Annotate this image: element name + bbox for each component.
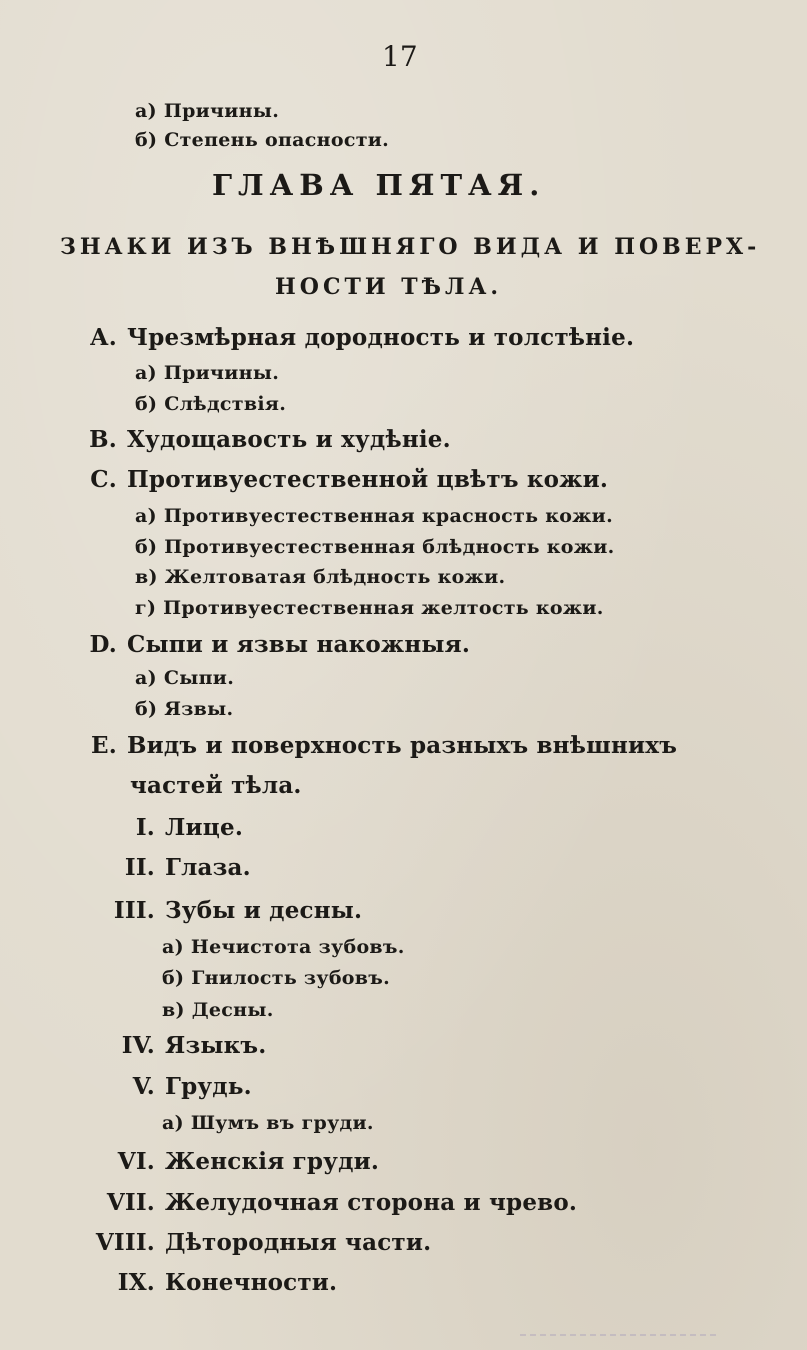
item-label: а)	[135, 100, 157, 122]
item-label: а)	[135, 667, 157, 689]
item-label: в)	[162, 999, 185, 1021]
section-label: С.	[90, 466, 117, 493]
part-text: Конечности.	[165, 1269, 338, 1296]
part-item	[95, 1073, 252, 1100]
list-item	[162, 1112, 374, 1134]
section-a	[85, 324, 634, 351]
section-text: Чрезмѣрная дородность и толстѣніе.	[127, 324, 635, 351]
item-text: Сыпи.	[163, 667, 235, 689]
part-text: Глаза.	[165, 854, 251, 881]
section-b	[85, 426, 451, 453]
list-item	[162, 999, 274, 1021]
item-text: Язвы.	[164, 698, 234, 720]
part-item	[95, 897, 362, 924]
item-text: Причины.	[163, 100, 280, 122]
section-label: А.	[89, 324, 117, 351]
item-label: в)	[135, 566, 158, 588]
item-label: а)	[135, 505, 157, 527]
part-text: Языкъ.	[165, 1032, 267, 1059]
list-item	[135, 597, 604, 619]
section-label: Е.	[91, 732, 117, 759]
list-item	[135, 667, 234, 689]
part-text: Желудочная сторона и чрево.	[165, 1189, 578, 1216]
item-text: Желтоватая блѣдность кожи.	[164, 566, 506, 588]
section-label: D.	[89, 631, 117, 658]
page-edge-mark	[520, 1334, 720, 1336]
part-item	[95, 854, 251, 881]
page-number: 17	[382, 40, 418, 73]
item-label: б)	[162, 967, 185, 989]
section-heading-line-1: ЗНАКИ ИЗЪ ВНѢШНЯГО ВИДА И ПОВЕРХ-	[60, 234, 761, 260]
part-label: V.	[132, 1073, 155, 1100]
item-text: Нечистота зубовъ.	[190, 936, 405, 958]
section-text: Видъ и поверхность разныхъ внѣшнихъ	[127, 732, 678, 759]
part-item	[95, 1229, 431, 1256]
part-label: VIII.	[95, 1229, 155, 1256]
part-item	[95, 814, 243, 841]
item-text: Гнилость зубовъ.	[191, 967, 391, 989]
section-d	[85, 631, 470, 658]
item-label: а)	[135, 362, 157, 384]
list-item	[135, 393, 286, 415]
part-item	[95, 1032, 266, 1059]
item-text: Противуестественная блѣдность кожи.	[164, 536, 615, 558]
item-label: б)	[135, 536, 158, 558]
item-text: Шумъ въ груди.	[190, 1112, 374, 1134]
section-e	[85, 732, 677, 759]
part-label: III.	[113, 897, 155, 924]
part-label: II.	[124, 854, 155, 881]
section-text: Худощавость и худѣніе.	[127, 426, 451, 453]
item-label: а)	[162, 936, 184, 958]
list-item	[135, 100, 279, 122]
item-text: Слѣдствія.	[164, 393, 287, 415]
part-item	[95, 1269, 337, 1296]
list-item	[162, 967, 390, 989]
list-item	[135, 129, 389, 151]
section-heading-line-2: НОСТИ ТѢЛА.	[275, 274, 503, 300]
section-c	[85, 466, 608, 493]
item-text: Степень опасности.	[164, 129, 390, 151]
part-text: Дѣтородныя части.	[165, 1229, 432, 1256]
item-text: Противуестественная красность кожи.	[163, 505, 613, 527]
part-text: Женскія груди.	[165, 1148, 380, 1175]
item-text: Причины.	[163, 362, 280, 384]
chapter-title: ГЛАВА ПЯТАЯ.	[212, 168, 546, 202]
list-item	[135, 566, 505, 588]
list-item	[135, 362, 279, 384]
item-text: Десны.	[191, 999, 274, 1021]
part-text: Грудь.	[165, 1073, 252, 1100]
part-label: I.	[135, 814, 155, 841]
part-label: VII.	[106, 1189, 155, 1216]
part-item	[95, 1148, 379, 1175]
list-item	[162, 936, 405, 958]
part-label: VI.	[117, 1148, 155, 1175]
part-text: Зубы и десны.	[165, 897, 363, 924]
part-text: Лице.	[165, 814, 244, 841]
list-item	[135, 536, 615, 558]
item-label: б)	[135, 129, 158, 151]
section-e-continued: частей тѣла.	[130, 772, 302, 799]
section-text: Противуестественной цвѣтъ кожи.	[127, 466, 609, 493]
list-item	[135, 698, 233, 720]
part-item	[95, 1189, 577, 1216]
part-label: IX.	[117, 1269, 155, 1296]
item-label: а)	[162, 1112, 184, 1134]
section-label: В.	[89, 426, 117, 453]
item-label: г)	[135, 597, 157, 619]
item-label: б)	[135, 698, 158, 720]
item-label: б)	[135, 393, 158, 415]
item-text: Противуестественная желтость кожи.	[163, 597, 604, 619]
section-text: Сыпи и язвы накожныя.	[127, 631, 471, 658]
list-item	[135, 505, 613, 527]
part-label: IV.	[121, 1032, 155, 1059]
